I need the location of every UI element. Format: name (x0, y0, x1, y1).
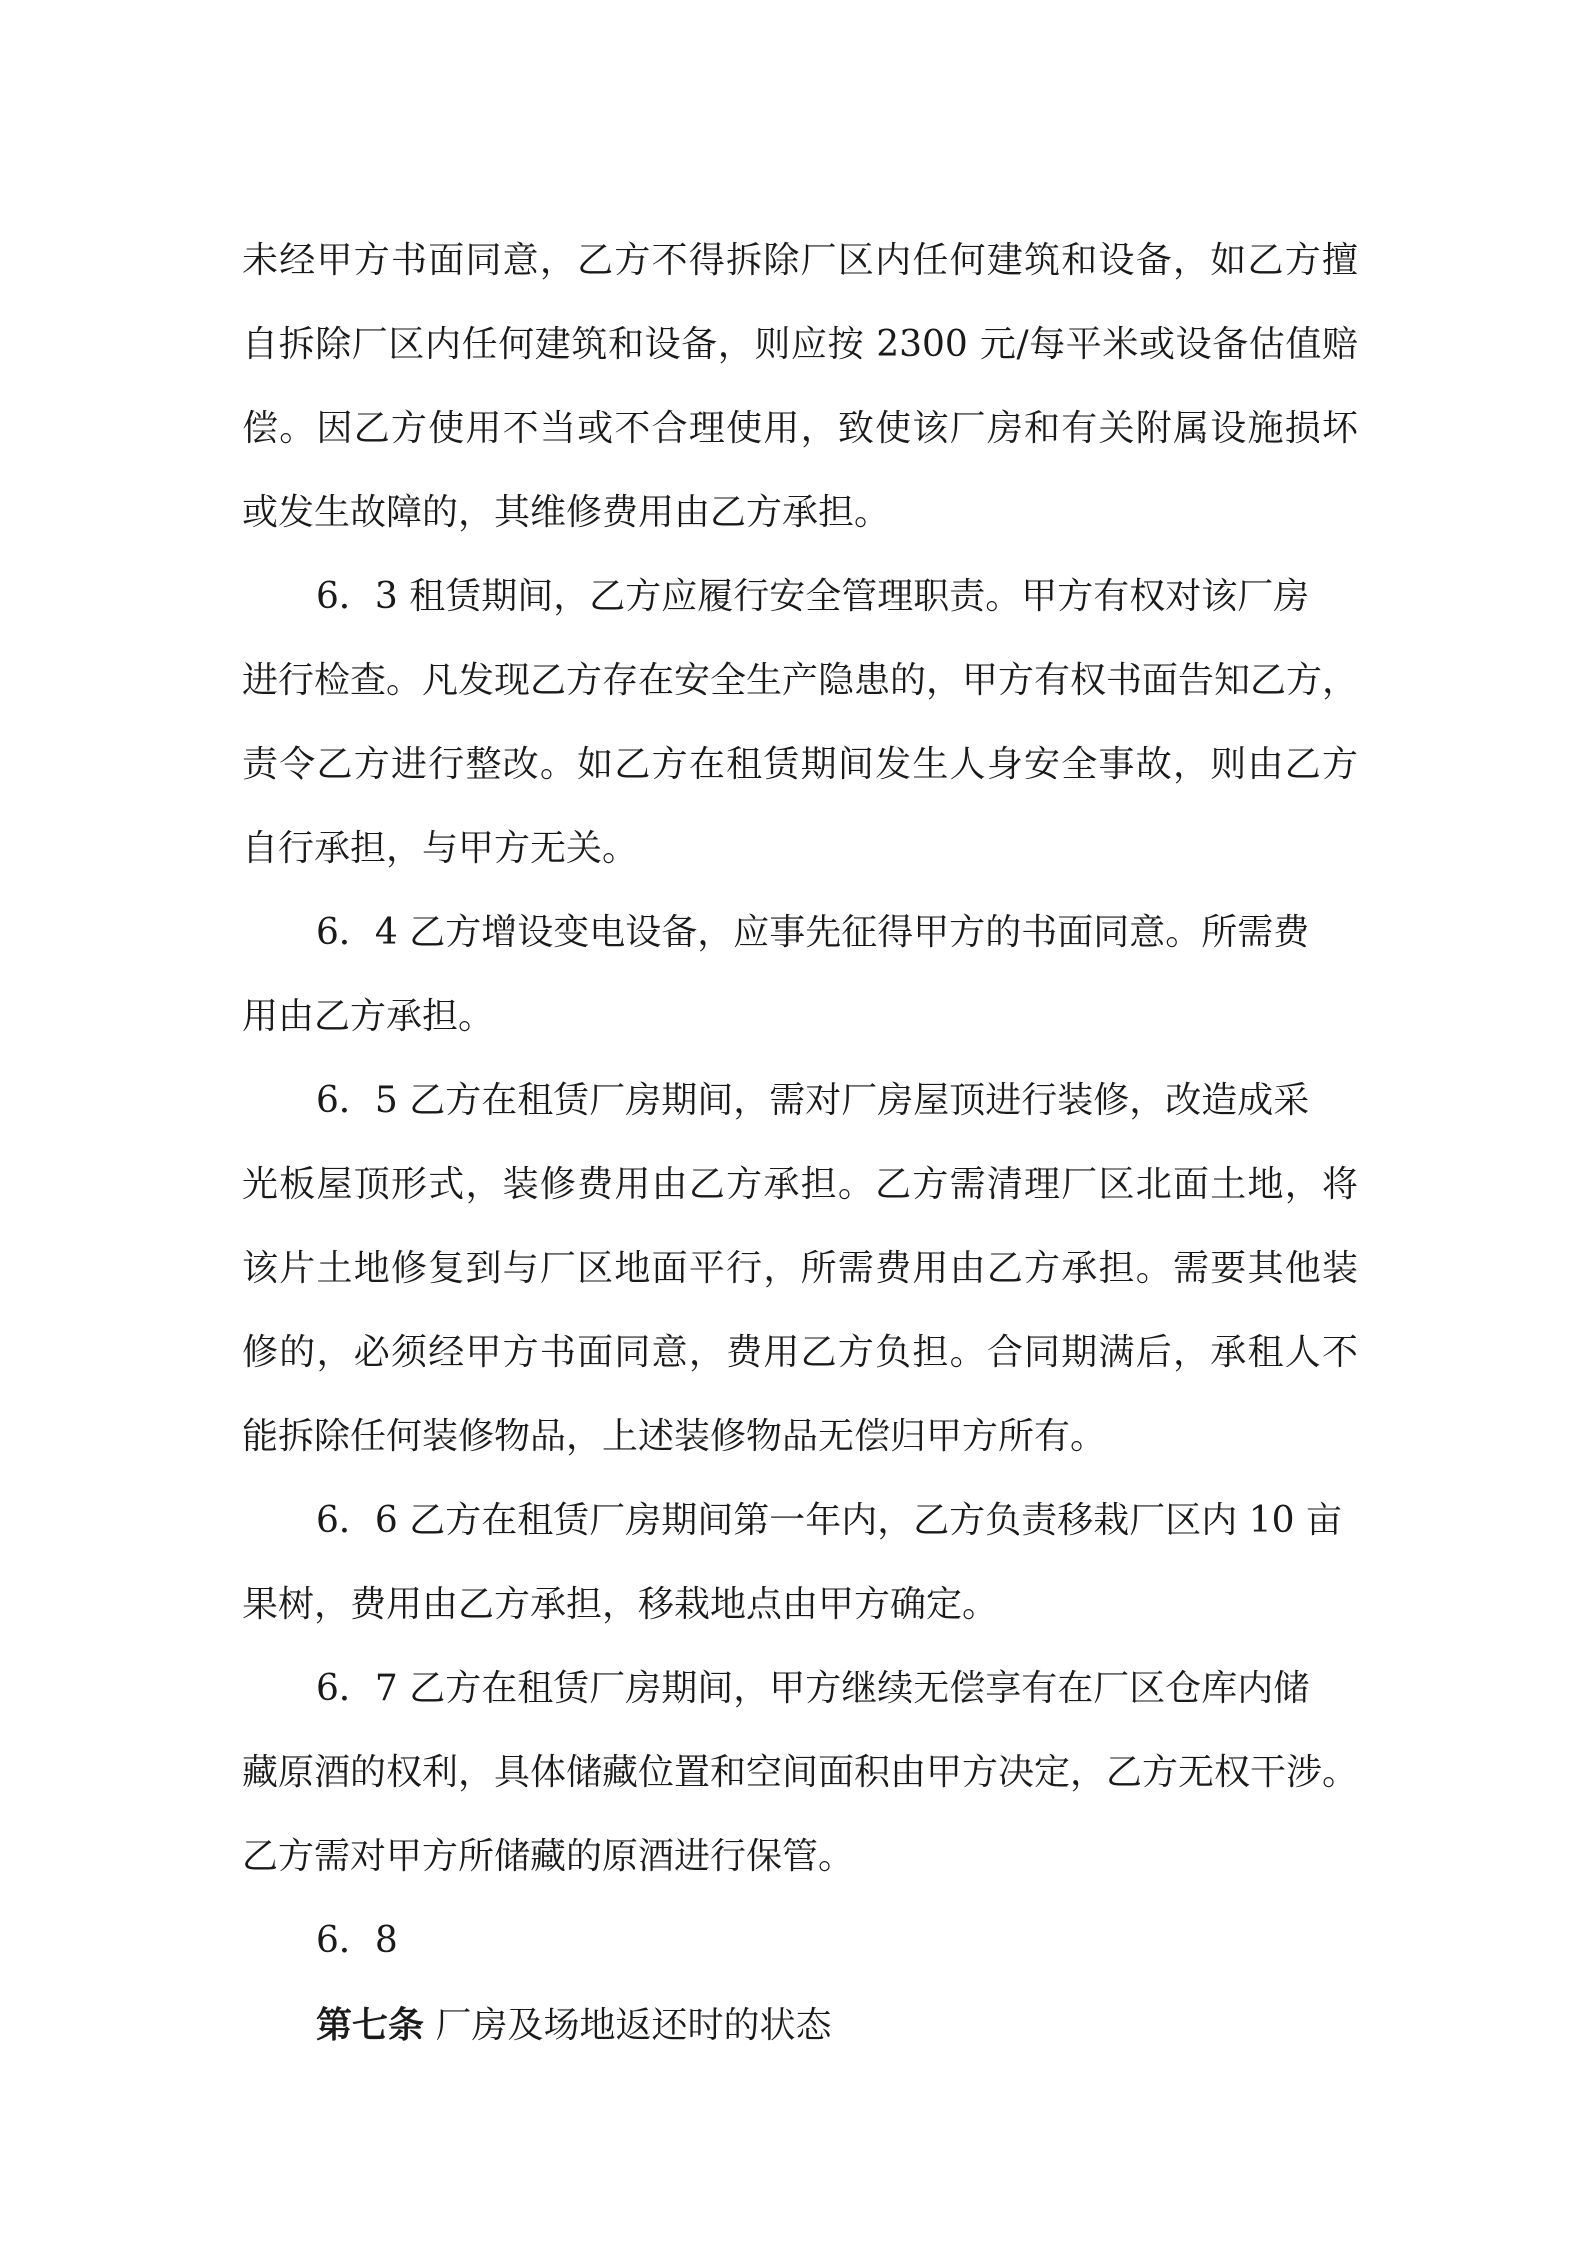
text-line: 或发生故障的，其维修费用由乙方承担。 (242, 492, 891, 533)
text-line: 6．3 租赁期间，乙方应履行安全管理职责。甲方有权对该厂房 (316, 576, 1310, 617)
text-line: 果树，费用由乙方承担，移栽地点由甲方确定。 (242, 1584, 999, 1625)
text-line: 6．8 (316, 1920, 398, 1961)
text-line: 责令乙方进行整改。如乙方在租赁期间发生人身安全事故，则由乙方 (242, 744, 1358, 785)
paragraph-6-8 (242, 1899, 1358, 1983)
text-line: 藏原酒的权利，具体储藏位置和空间面积由甲方决定，乙方无权干涉。 (242, 1752, 1359, 1793)
text-line: 进行检查。凡发现乙方存在安全生产隐患的，甲方有权书面告知乙方， (242, 660, 1359, 701)
article-number: 第七条 (316, 2004, 425, 2046)
article-heading (242, 1983, 1358, 2067)
text-line: 该片土地修复到与厂区地面平行，所需费用由乙方承担。需要其他装 (242, 1248, 1358, 1289)
paragraph-6-5 (242, 1059, 1358, 1479)
article-heading-line (242, 1983, 1358, 2067)
text-line: 6．6 乙方在租赁厂房期间第一年内，乙方负责移栽厂区内 10 亩 (316, 1500, 1342, 1541)
text-line: 能拆除任何装修物品，上述装修物品无偿归甲方所有。 (242, 1416, 1107, 1457)
text-line: 乙方需对甲方所储藏的原酒进行保管。 (242, 1836, 855, 1877)
paragraph-6-6 (242, 1479, 1358, 1647)
text-line: 修的，必须经甲方书面同意，费用乙方负担。合同期满后，承租人不 (242, 1332, 1358, 1373)
article-title: 厂房及场地返还时的状态 (435, 2005, 832, 2046)
text-line: 自拆除厂区内任何建筑和设备，则应按 2300 元/每平米或设备估值赔 (242, 324, 1358, 365)
text-line: 6．4 乙方增设变电设备，应事先征得甲方的书面同意。所需费 (316, 912, 1310, 953)
text-line: 用由乙方承担。 (242, 996, 495, 1037)
text-line: 未经甲方书面同意，乙方不得拆除厂区内任何建筑和设备，如乙方擅 (242, 240, 1358, 281)
text-line: 6．5 乙方在租赁厂房期间，需对厂房屋顶进行装修，改造成采 (316, 1080, 1310, 1121)
paragraph-continuation (242, 219, 1358, 555)
text-line: 光板屋顶形式，装修费用由乙方承担。乙方需清理厂区北面土地，将 (242, 1164, 1358, 1205)
paragraph-6-4 (242, 891, 1358, 1059)
text-line: 偿。因乙方使用不当或不合理使用，致使该厂房和有关附属设施损坏 (242, 408, 1358, 449)
text-line: 6．7 乙方在租赁厂房期间，甲方继续无偿享有在厂区仓库内储 (316, 1668, 1310, 1709)
paragraph-6-7 (242, 1647, 1358, 1899)
text-line: 自行承担，与甲方无关。 (242, 828, 639, 869)
paragraph-6-3 (242, 555, 1358, 891)
